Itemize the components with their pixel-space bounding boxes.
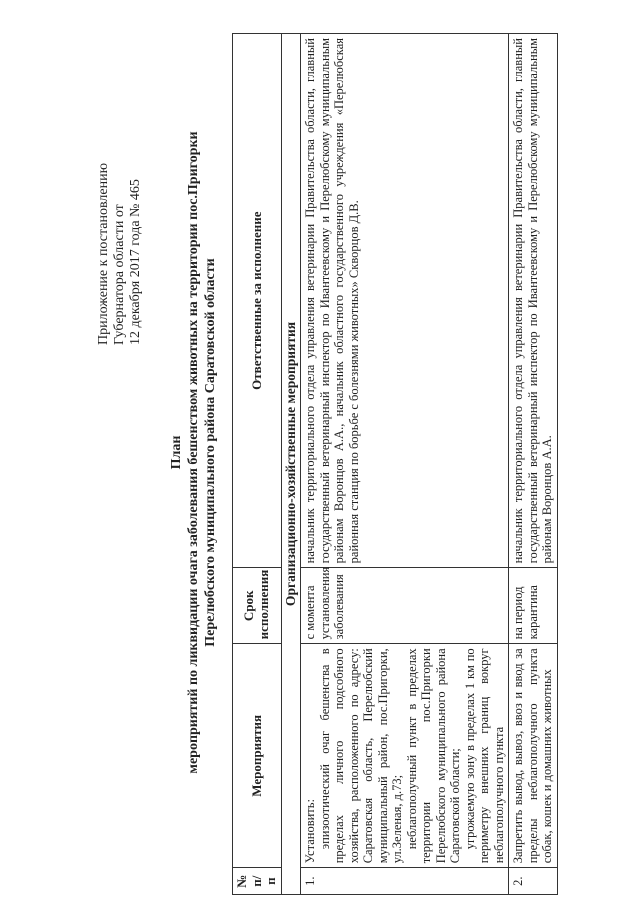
row-activity: Запретить вывод, вывоз, ввоз и ввод за пределы неблагополучного пункта собак, кошек и домашних животных [509,644,558,868]
title-line-3: Перелюбского муниципального района Саратовской области [203,258,218,647]
activity-paragraph: эпизоотический очаг бешенства в пределах личного подсобного хозяйства, расположенного по адресу: Саратовская область, Перелюбский муниципальный район, пос.Пригорки, ул.Зеленая, д.73; [317,648,404,864]
activity-paragraph: угрожаемую зону в пределах 1 км по периметру внешних границ вокруг неблагополучного пункта [462,648,506,864]
table-header-row [233,34,282,895]
table-row [509,34,558,895]
title-line-1: План [169,435,184,470]
row-activity [301,644,509,868]
approval-stamp [96,45,144,345]
row-term: на период карантина [509,568,558,644]
section-title: Организационно-хозяйственные мероприятия [281,34,301,895]
header-num: № п/п [233,868,282,895]
row-responsible: начальник территориального отдела управления ветеринарии Правительства области, главный государственный ветеринарный инспектор по Ивантеевскому и Перелюбскому муниципальным районам Воронцов А.А. [509,34,558,568]
row-term: с момента установления заболевания [301,568,509,644]
approval-line-2: Губернатора области от [112,204,127,345]
title-line-2: мероприятий по ликвидации очага заболевания бешенством животных на территории пос.Пригорки [186,131,201,774]
header-responsible: Ответственные за исполнение [233,34,282,568]
table-row [301,34,509,895]
plan-table [232,33,558,895]
activity-paragraph: неблагополучный пункт в пределах территории пос.Пригорки Перелюбского муниципального района Саратовской области; [404,648,462,864]
row-responsible: начальник территориального отдела управления ветеринарии Правительства области, главный государственный ветеринарный инспектор по Ивантеевскому и Перелюбскому муниципальным районам Воронцов А.А., начальник областного государственного учреждения «Перелюбская районная станция по борьбе с болезнями животных» Скворцов Д.В. [301,34,509,568]
approval-line-3: 12 декабря 2017 года № 465 [128,179,143,345]
section-row [281,34,301,895]
document-title [168,0,219,905]
header-term: Срок исполнения [233,568,282,644]
row-num: 2. [509,868,558,895]
row-num: 1. [301,868,509,895]
header-activity: Мероприятия [233,644,282,868]
activity-intro: Установить: [303,799,317,864]
approval-line-1: Приложение к постановлению [96,162,111,345]
